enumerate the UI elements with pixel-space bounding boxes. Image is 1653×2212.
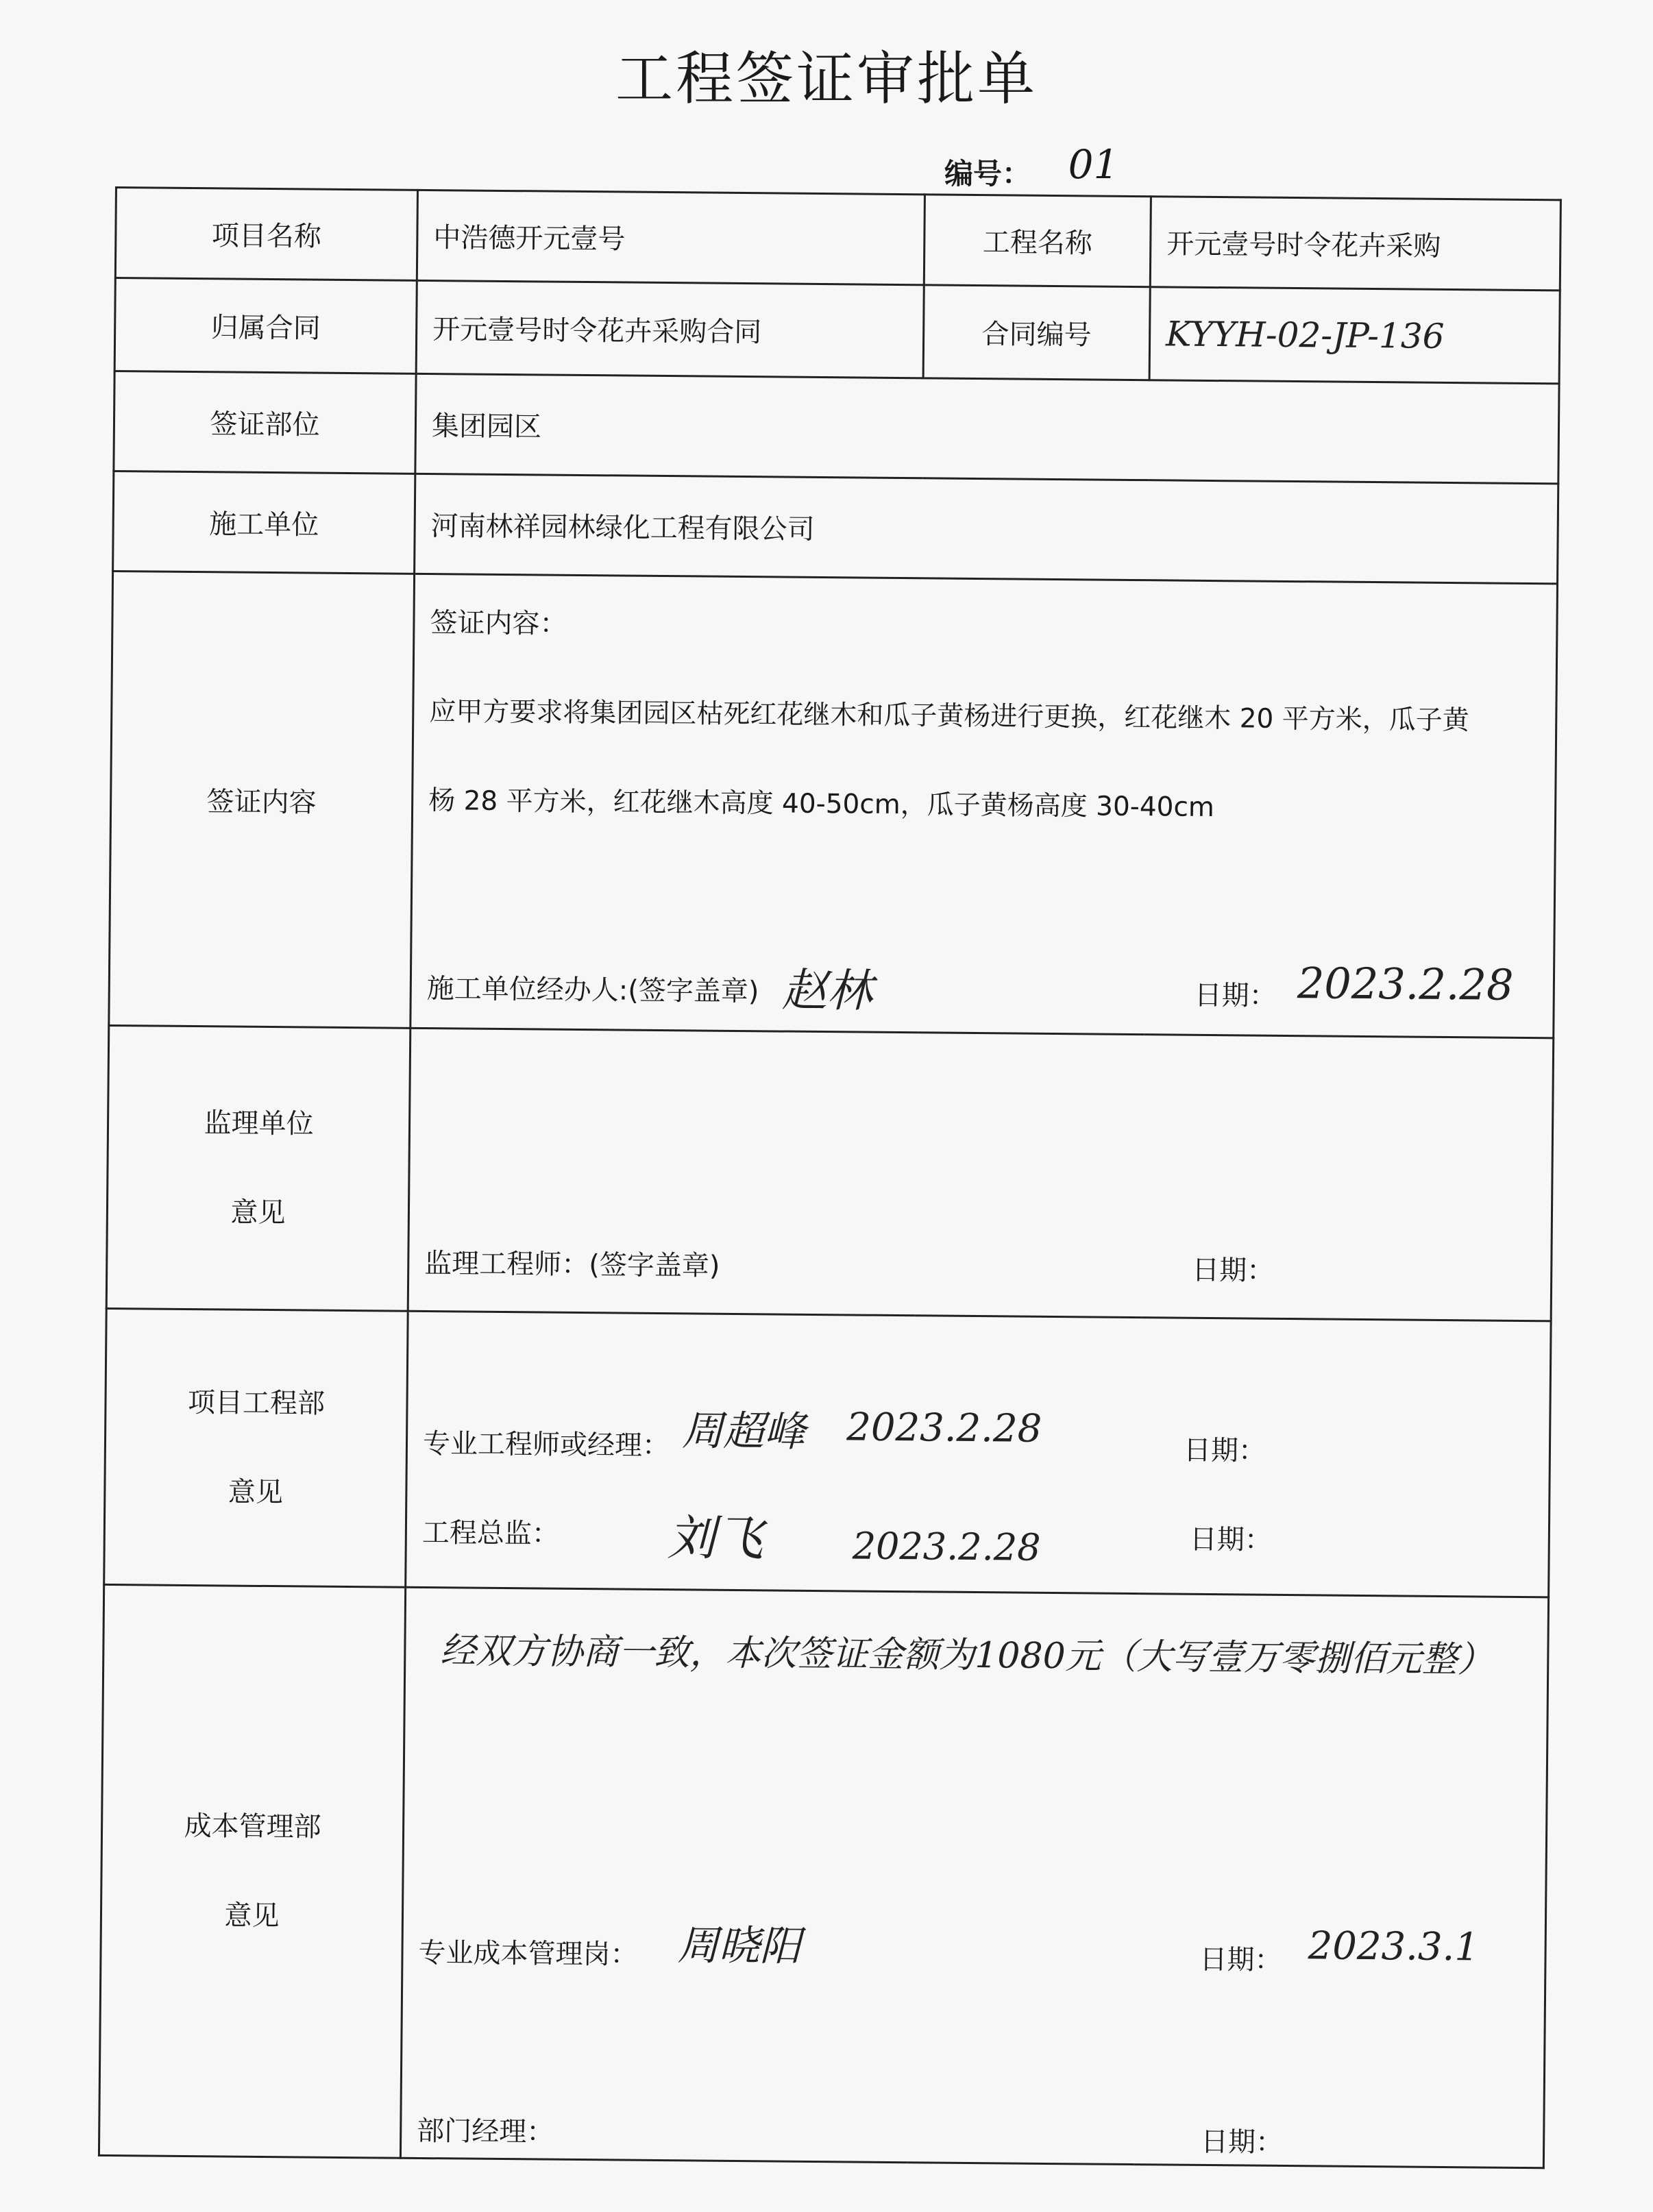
supervisor-engineer-label: 监理工程师：(签字盖章): [424, 1247, 720, 1282]
visa-location-value: 集团园区: [415, 373, 1559, 484]
cost-date-label-1: 日期：: [1199, 1943, 1282, 1976]
page-title: 工程签证审批单: [615, 45, 1038, 112]
contract-label: 归属合同: [114, 278, 417, 374]
row-contractor: [113, 471, 1558, 583]
project-director-sign-date: 2023.2.28: [852, 1524, 1041, 1569]
visa-content-heading: 签证内容：: [430, 607, 567, 640]
serial-number: [944, 141, 1119, 193]
project-director-label: 工程总监：: [421, 1516, 560, 1550]
row-visa-location: [114, 371, 1559, 484]
row-supervisor: [106, 1025, 1554, 1320]
approval-form: [98, 186, 1560, 2159]
serial-value: 01: [1068, 141, 1119, 188]
works-name-value: 开元壹号时令花卉采购: [1150, 197, 1560, 291]
approval-table: [98, 186, 1562, 2169]
cost-dept-label-1: 成本管理部: [184, 1810, 321, 1843]
visa-date-label: 日期：: [1194, 979, 1277, 1012]
project-date-label-2: 日期：: [1189, 1523, 1273, 1556]
row-project-name: [115, 188, 1560, 291]
serial-label: 编号：: [944, 157, 1031, 191]
cost-post-label: 专业成本管理岗：: [418, 1937, 638, 1971]
visa-content-line2: 杨 28 平方米，红花继木高度 40-50cm，瓜子黄杨高度 30-40cm: [428, 785, 1215, 824]
cost-manager-label: 部门经理：: [417, 2115, 554, 2148]
contractor-value: 河南林祥园林绿化工程有限公司: [415, 474, 1558, 584]
cost-opinion: 经双方协商一致，本次签证金额为1080元（大写壹万零捌佰元整）: [440, 1630, 1493, 1681]
project-date-label-1: 日期：: [1183, 1434, 1266, 1467]
project-engineer-signature: 周超峰: [681, 1407, 806, 1456]
project-name-value: 中浩德开元壹号: [417, 190, 925, 284]
visa-location-label: 签证部位: [114, 371, 416, 474]
project-name-label: 项目名称: [115, 188, 417, 281]
contractor-label: 施工单位: [113, 471, 415, 574]
cost-date-label-2: 日期：: [1200, 2126, 1284, 2159]
row-visa-content: [109, 571, 1558, 1037]
project-engineer-label: 专业工程师或经理：: [422, 1427, 670, 1462]
cost-dept-label-2: 意见: [224, 1900, 280, 1932]
row-project-dept: [104, 1308, 1551, 1597]
visa-date-value: 2023.2.28: [1297, 958, 1514, 1010]
contract-no-label: 合同编号: [923, 285, 1150, 380]
project-director-signature: 刘飞: [667, 1510, 764, 1567]
supervisor-label-1: 监理单位: [204, 1107, 314, 1140]
project-engineer-sign-date: 2023.2.28: [846, 1405, 1042, 1451]
row-cost-dept: [99, 1584, 1548, 2167]
row-contract: [114, 278, 1560, 384]
visa-content-line1: 应甲方要求将集团园区枯死红花继木和瓜子黄杨进行更换，红花继木 20 平方米，瓜子黄: [429, 696, 1469, 737]
handler-label: 施工单位经办人:(签字盖章): [426, 973, 759, 1008]
project-dept-label-2: 意见: [228, 1476, 284, 1509]
supervisor-date-label: 日期：: [1192, 1254, 1275, 1287]
project-dept-label-1: 项目工程部: [187, 1386, 326, 1420]
contract-value: 开元壹号时令花卉采购合同: [416, 280, 924, 378]
handler-signature: 赵林: [781, 963, 873, 1018]
supervisor-label-2: 意见: [230, 1196, 286, 1229]
cost-post-signature: 周晓阳: [677, 1921, 801, 1971]
contract-no-value: KYYH-02-JP-136: [1165, 313, 1445, 356]
works-name-label: 工程名称: [924, 195, 1151, 287]
visa-content-label: 签证内容: [109, 571, 415, 1028]
cost-date-value-1: 2023.3.1: [1308, 1924, 1480, 1970]
